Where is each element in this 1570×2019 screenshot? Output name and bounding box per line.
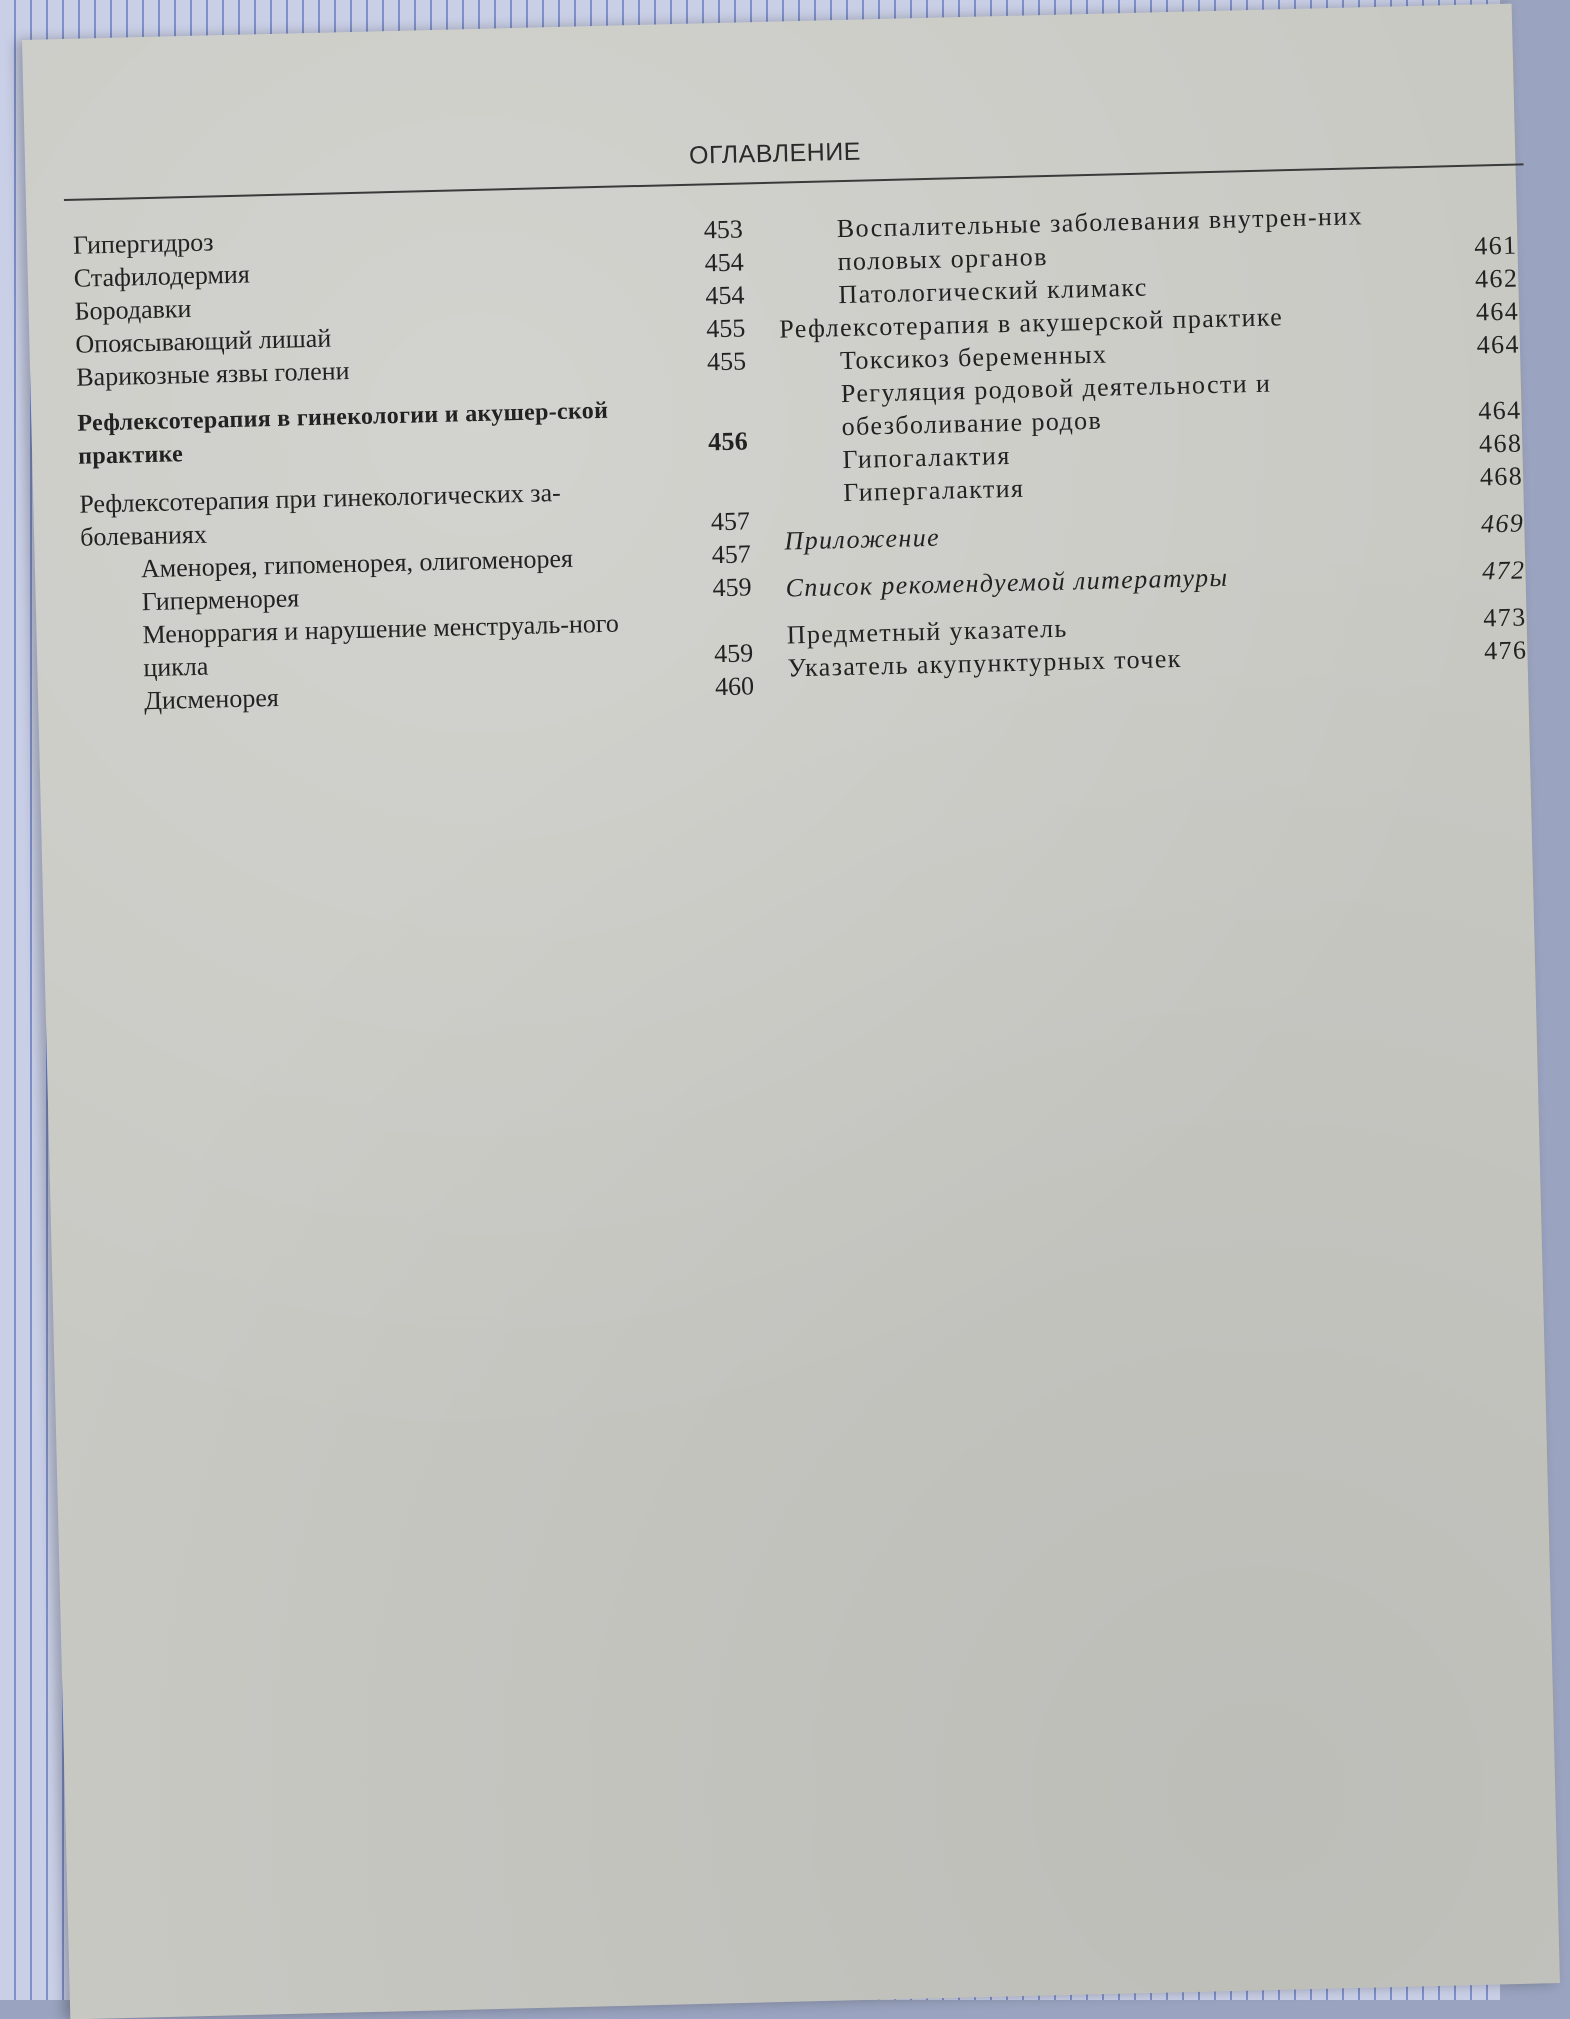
toc-entry-title: Регуляция родовой деятельности и обезболивание родов xyxy=(840,368,1272,442)
toc-entry-page: 468 xyxy=(1478,428,1523,459)
toc-entry-page: 459 xyxy=(712,572,752,603)
toc-entry-page: 462 xyxy=(1474,263,1519,294)
toc-entry-page: 464 xyxy=(1475,296,1520,327)
toc-entry-page: 453 xyxy=(703,214,744,245)
toc-entry-page: 461 xyxy=(1473,230,1518,261)
toc-entry-page: 454 xyxy=(704,247,744,278)
toc-entry-page: 457 xyxy=(710,506,751,537)
toc-entry-page: 457 xyxy=(711,539,752,570)
toc-entry-title: Список рекомендуемой литературы xyxy=(785,562,1229,603)
toc-entry-title: Дисменорея xyxy=(143,682,280,716)
toc-entry-page: 472 xyxy=(1481,555,1526,586)
toc-entry-title: Воспалительные заболевания внутрен-них половых органов xyxy=(836,201,1364,277)
toc-entry-page: 454 xyxy=(705,280,745,311)
page-header: ОГЛАВЛЕНИЕ xyxy=(688,137,862,170)
toc-entry-page: 464 xyxy=(1476,329,1521,360)
toc-entry-title: Гиперменорея xyxy=(141,583,300,617)
toc-entry-title: Варикозные язвы голени xyxy=(75,356,350,392)
toc-entry-title: Рефлексотерапия при гинекологических за-болеваниях xyxy=(79,477,562,552)
toc-entry-title: Гипогалактия xyxy=(842,440,1011,475)
toc-entry-page: 460 xyxy=(714,671,755,702)
toc-right-column xyxy=(776,196,1527,685)
toc-entry-title: Аменорея, гипоменорея, олигоменорея xyxy=(140,543,574,584)
toc-entry-title: Бородавки xyxy=(74,293,192,326)
toc-entry-page: 476 xyxy=(1483,635,1528,666)
toc-entry-title: Гипергидроз xyxy=(72,227,214,260)
toc-entry-title: Стафилодермия xyxy=(73,259,251,293)
toc-entry-page: 455 xyxy=(705,313,746,344)
toc-entry-page: 456 xyxy=(707,426,749,457)
toc-entry-title: Патологический климакс xyxy=(838,272,1149,310)
toc-entry-page: 469 xyxy=(1480,508,1525,539)
toc-entry-title: Указатель акупунктурных точек xyxy=(787,643,1183,683)
toc-entry-title: Опоясывающий лишай xyxy=(75,323,332,359)
toc-section-heading xyxy=(77,391,748,473)
toc-entry-page: 459 xyxy=(713,638,754,669)
toc-entry-title: Гипергалактия xyxy=(842,473,1025,508)
toc-entry-title: Приложение xyxy=(784,522,941,556)
toc-entry-page: 455 xyxy=(706,346,747,377)
toc-entry xyxy=(784,506,1525,557)
toc-entry-title: Меноррагия и нарушение менструаль-ного цикла xyxy=(142,608,620,683)
toc-entry-title: Рефлексотерапия в акушерской практике xyxy=(778,302,1284,344)
toc-entry-title: Рефлексотерапия в гинекологии и акушер-ской практике xyxy=(77,397,609,470)
toc-entry xyxy=(785,553,1526,604)
toc-entry-title: Предметный указатель xyxy=(786,613,1069,650)
toc-entry-page: 464 xyxy=(1477,395,1522,426)
toc-entry-title: Токсикоз беременных xyxy=(839,339,1108,376)
toc-entry-page: 473 xyxy=(1482,602,1527,633)
toc-entry-page: 468 xyxy=(1479,461,1524,492)
book-page xyxy=(22,4,1560,2019)
toc-left-column xyxy=(73,212,755,718)
